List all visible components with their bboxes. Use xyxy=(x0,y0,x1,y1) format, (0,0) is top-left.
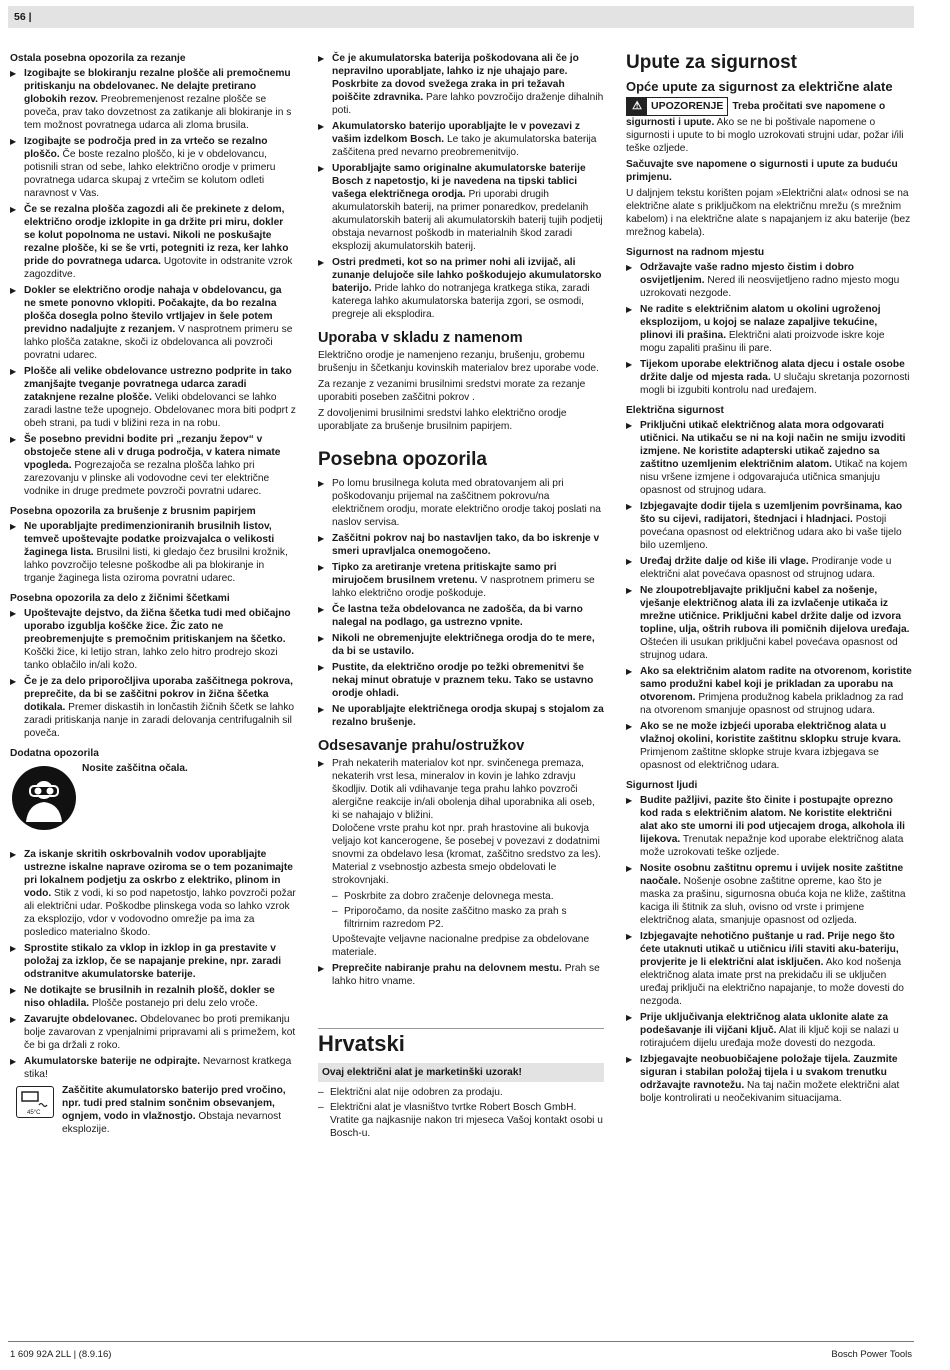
dash-item: – Poskrbite za dobro zračenje delovnega mesta. xyxy=(332,890,604,903)
paragraph: Upoštevajte veljavne nacionalne predpise za obdelovane materiale. xyxy=(332,934,590,958)
section-title: Upute za sigurnost xyxy=(626,52,798,73)
bullet-item: ▶ Izogibajte se področja pred in za vrtečo se rezalno ploščo. Če boste rezalno ploščo, ki je v obdelovancu, potisnili stran od sebe, lahko električno orodje v primeru povratnega udarca skupaj z vrtečim se kolutom odleti naravnost v Vas. xyxy=(10,135,296,200)
section-heading: Posebna opozorila za delo z žičnimi ščetkami xyxy=(10,593,230,604)
bullet-item: ▶ Akumulatorsko baterijo uporabljajte le v povezavi z vašim izdelkom Bosch. Le tako je akumulatorska baterija zaščitena pred nevarno preobremenitvijo. xyxy=(318,120,604,159)
bullet-item: ▶ Pustite, da električno orodje po težki obremenitvi še nekaj minut obratuje v praznem teku. Tako se ustavno orodje ohladi. xyxy=(318,661,604,700)
paragraph: Za rezanje z vezanimi brusilnimi sredstvi morate za rezanje uporabiti poseben zaščitni pokrov . xyxy=(318,379,586,403)
bullet-item: ▶ Održavajte vaše radno mjesto čistim i dobro osvijetljenim. Nered ili neosvijetljeno radno mjesto mogu uzrokovati nezgode. xyxy=(626,261,912,300)
bullet-item: ▶ Izogibajte se blokiranju rezalne plošče ali premočnemu pritiskanju na obdelovanec. Ne delajte pretirano globokih rezov. Preobremenjenost rezalne plošče se poveča, prav tako dovzetnost za zatikanje ali blokiranje in s tem možnost povratnega udarca ali zloma brusila. xyxy=(10,67,296,132)
marketing-sample-banner: Ovaj električni alat je marketinški uzorak! xyxy=(318,1063,604,1082)
bullet-item: ▶ Če je za delo priporočljiva uporaba zaščitnega pokrova, preprečite, da bi se zaščitni pokrov in žična ščetka dotikala. Premer diskastih in lončastih žičnih ščetk se lahko zaradi pritiskanja nanje in zaradi delovanja centrifugalnih sil poveča. xyxy=(10,675,296,740)
bullet-item: ▶ Upoštevajte dejstvo, da žična ščetka tudi med običajno uporabo izgublja koščke žice. Žic zato ne preobremenjujte s premočnim pritiskanjem na ščetko. Koščki žice, ki letijo stran, lahko zelo hitro prodrejo skozi tanko oblačilo in/ali kožo. xyxy=(10,607,296,672)
section-heading: Sigurnost ljudi xyxy=(626,780,698,791)
paragraph: U daljnjem tekstu korišten pojam »Električni alat« odnosi se na električne alate s priključkom na električnu mrežu (s mrežnim kabelom) i na električne alate s napajanjem iz aku baterije (bez mrežnog kabela). xyxy=(626,188,911,238)
bullet-item: ▶ Budite pažljivi, pazite što činite i postupajte oprezno kod rada s električnim alatom. Ne koristite električni alat ako ste umorni ili pod utjecajem droga, alkohola ili lijekova. Trenutak nepažnje kod uporabe električnog alata može uzrokovati teške ozljede. xyxy=(626,794,912,859)
bullet-item: ▶ Tipko za aretiranje vretena pritiskajte samo pri mirujočem brusilnem vretenu. V nasprotnem primeru se lahko električno orodje poškoduje. xyxy=(318,561,604,600)
safety-goggles-icon xyxy=(12,766,76,830)
page-number: 56 | xyxy=(14,11,32,23)
language-title: Hrvatski xyxy=(318,1031,405,1056)
bullet-item: ▶ Uređaj držite dalje od kiše ili vlage. Prodiranje vode u električni alat povećava opasnost od strujnog udara. xyxy=(626,555,912,581)
bullet-item: ▶ Ako sa električnim alatom radite na otvorenom, koristite samo produžni kabel koji je prikladan za uporabu na otvorenom. Primjena produžnog kabela prikladnog za rad na otvorenom smanjuje opasnost od strujnog udara. xyxy=(626,665,912,717)
dash-item: – Električni alat je vlasništvo tvrtke Robert Bosch GmbH. Vratite ga najkasnije nakon tri mjeseca Vašoj kontakt osobi u Bosch-u. xyxy=(318,1101,604,1140)
section-heading: Posebna opozorila za brušenje z brusnim papirjem xyxy=(10,506,256,517)
bullet-item: ▶ Uporabljajte samo originalne akumulatorske baterije Bosch z napetostjo, ki je navedena na tipski tablici vašega električnega orodja. Pri uporabi drugih akumulatorskih baterij, na primer ponaredkov, predelanih akumulatorskih baterij ali akumulatorskih baterij tujih podjetij obstaja nevarnost poškodb in materialnih škod zaradi eksplozij akumulatorskih baterij. xyxy=(318,162,604,253)
paragraph: Z dovoljenimi brusilnimi sredstvi lahko električno orodje uporabljate za brušenje brusilnim papirjem. xyxy=(318,408,567,432)
bullet-item: ▶ Nosite osobnu zaštitnu opremu i uvijek nosite zaštitne naočale. Nošenje osobne zaštitne opreme, kao što je maska za prašinu, sigurnosna obuća koja ne kliže, zaštitna kaciga ili štitnik za sluh, ovisno od vrste i primjene električnog alata, smanjuje opasnost od ozljeda. xyxy=(626,862,912,927)
section-heading: Ostala posebna opozorila za rezanje xyxy=(10,53,186,64)
bullet-item: ▶ Če je akumulatorska baterija poškodovana ali če jo nepravilno uporabljate, lahko iz nje uhajajo pare. Poskrbite za dovod svežega zraka in pri težavah poiščite zdravnika. Pare lahko povzročijo draženje dihalnih poti. xyxy=(318,52,604,117)
bullet-item: ▶ Po lomu brusilnega koluta med obratovanjem ali pri poškodovanju prijemal na zaščitnem pokrovu/na električnem orodju, morate električno orodje takoj poslati na naslov servisa. xyxy=(318,477,604,529)
goggles-notice xyxy=(10,762,296,842)
bullet-item: ▶ Zaščitni pokrov naj bo nastavljen tako, da bo iskrenje v smeri upravljalca onemogočeno. xyxy=(318,532,604,558)
warning-paragraph: ⚠ UPOZORENJE Treba pročitati sve napomene o sigurnosti i upute. Ako se ne bi poštivale napomene o sigurnosti i upute to bi moglo uzrokovati strujni udar, požar i/ili teške ozljede. xyxy=(626,97,912,155)
bullet-item: ▶ Če se rezalna plošča zagozdi ali če prekinete z delom, električno orodje izklopite in ga držite pri miru, dokler se kolut popolnoma ne ustavi. Nikoli ne poskušajte rezalne plošče, ki se še vrti, potegniti iz reza, ker lahko pride do povratnega udarca. Ugotovite in odstranite vzrok zagozditve. xyxy=(10,203,296,281)
bullet-item: ▶ Prah nekaterih materialov kot npr. svinčenega premaza, nekaterih vrst lesa, mineralov in kovin je lahko zdravju škodljiv. Dotik ali vdihavanje tega prahu lahko povzroči alergične reakcije in/ali obolenja dihal uporabnika ali oseb, ki se nahajajo v bližini. Določene vrste prahu kot npr. prah hrastovine ali bukovja veljajo kot kancerogene, še posebej v povezavi z dodatnimi snovmi za obdelavo lesa (kromat, zaščitno sredstvo za les). Material z vsebnostjo azbesta smejo obdelovati le strokovnjaki. xyxy=(318,757,604,887)
section-heading: Električna sigurnost xyxy=(626,405,724,416)
bullet-item: ▶ Ako se ne može izbjeći uporaba električnog alata u vlažnoj okolini, koristite zaštitnu sklopku struje kvara. Primjenom zaštitne sklopke struje kvara izbjegava se opasnost od električnog udara. xyxy=(626,720,912,772)
paragraph: Električno orodje je namenjeno rezanju, brušenju, grobemu brušenju in ščetkanju kovinskih materialov brez uporabe vode. xyxy=(318,350,599,374)
bullet-item: ▶ Ostri predmeti, kot so na primer nohi ali izvijač, ali zunanje delujoče sile lahko poškodujejo akumulatorsko baterijo. Pride lahko do notranjega kratkega stika, zaradi katerega lahko akumulatorska baterija zgori, se osmodi, pregreje ali eksplodira. xyxy=(318,256,604,321)
column-1 xyxy=(10,52,296,1136)
divider xyxy=(318,1028,604,1029)
bullet-item: ▶ Akumulatorske baterije ne odpirajte. Nevarnost kratkega stika! xyxy=(10,1055,296,1081)
bullet-item: ▶ Ne uporabljajte električnega orodja skupaj s stojalom za rezalno brušenje. xyxy=(318,703,604,729)
bullet-item: ▶ Dokler se električno orodje nahaja v obdelovancu, ga ne smete ponovno vklopiti. Počakajte, da bo rezalna plošča dosegla polno število vrtljajev in šele potem previdno nadaljujte z rezanjem. V nasprotnem primeru se lahko plošča zatakne, skoči iz obdelovanca ali povzroči povratni udarec. xyxy=(10,284,296,362)
section-heading: Dodatna opozorila xyxy=(10,748,99,759)
battery-heat-notice: 45°C Zaščitite akumulatorsko baterijo pred vročino, npr. tudi pred stalnim sončnim obsevanjem, ognjem, vodo in vlažnostjo. Obstaja nevarnost eksplozije. xyxy=(10,1084,296,1136)
bullet-item: ▶ Ne uporabljajte predimenzioniranih brusilnih listov, temveč upoštevajte podatke proizvajalca o velikosti žaginega lista. Brusilni listi, ki gledajo čez brusilni krožnik, lahko povzročijo telesne poškodbe ali pa blokiranje in trganje žaginega lista oziroma povratni udarec. xyxy=(10,520,296,585)
bullet-item: ▶ Zavarujte obdelovanec. Obdelovanec bo proti premikanju bolje zavarovan z vpenjalnimi pripravami ali s primežem, kot če bi ga držali z roko. xyxy=(10,1013,296,1052)
bullet-item: ▶ Ne zloupotrebljavajte priključni kabel za nošenje, vješanje električnog alata ili za izvlačenje utikača iz mrežne utičnice. Priključni kabel držite dalje od izvora topline, ulja, oštrih rubova ili pomičnih dijelova uređaja. Oštećen ili usukan priključni kabel povećava opasnost od strujnog udara. xyxy=(626,584,912,662)
bullet-item: ▶ Za iskanje skritih oskrbovalnih vodov uporabljajte ustrezne iskalne naprave oziroma se o tem pozanimajte pri lokalnem podjetju za oskrbo z elektriko, plinom in vodo. Stik z vodi, ki so pod napetostjo, lahko povzroči požar ali električni udar. Poškodbe plinskega voda so lahko vzrok za eksplozijo, vdor v vodovodno omrežje pa ima za posledico materialno škodo. xyxy=(10,848,296,939)
bullet-item: ▶ Izbjegavajte neobuobičajene položaje tijela. Zauzmite siguran i stabilan položaj tijela i u svakom trenutku održavajte ravnotežu. Na taj način možete električni alat bolje kontrolirati u neočekivanim situacijama. xyxy=(626,1053,912,1105)
section-title: Posebna opozorila xyxy=(318,449,487,470)
bullet-item: ▶ Ne dotikajte se brusilnih in rezalnih plošč, dokler se niso ohladila. Plošče postanejo pri delu zelo vroče. xyxy=(10,984,296,1010)
bullet-item: ▶ Ne radite s električnim alatom u okolini ugroženoj eksplozijom, u kojoj se nalaze zapaljive tekućine, plinovi ili prašina. Električni alati proizvode iskre koje mogu zapaliti prašinu ili pare. xyxy=(626,303,912,355)
column-2 xyxy=(318,52,604,1142)
bullet-item: ▶ Še posebno previdni bodite pri „rezanju žepov“ v obstoječe stene ali v druga področja, v katera nimate vpogleda. Pogrezajoča se rezalna plošča lahko pri zarezovanju v plinske ali vodovodne cevi ter električne vodnike in druge predmete povzroči povratni udarec. xyxy=(10,433,296,498)
warning-triangle-icon: ⚠ xyxy=(627,98,647,115)
section-heading: Sigurnost na radnom mjestu xyxy=(626,247,765,258)
bullet-item: ▶ Nikoli ne obremenjujte električnega orodja do te mere, da bi se ustavilo. xyxy=(318,632,604,658)
bullet-item: ▶ Priključni utikač električnog alata mora odgovarati utičnici. Na utikaču se ni na koji način ne smiju izvoditi izmjene. Ne koristite adapterski utikač zajedno sa zaštitno uzemljenim električnim alatom. Utikač na kojem nisu vršene izmjene i odgovarajuća utičnica smanjuju opasnost od strujnog udara. xyxy=(626,419,912,497)
warning-label: ⚠ UPOZORENJE xyxy=(626,97,728,116)
footer-divider xyxy=(8,1341,914,1342)
bullet-item: ▶ Sprostite stikalo za vklop in izklop in ga prestavite v položaj za izklop, če se napajanje prekine, npr. zaradi odstranitve akumulatorske baterije. xyxy=(10,942,296,981)
paragraph: Sačuvajte sve napomene o sigurnosti i upute za buduću primjenu. xyxy=(626,159,898,183)
svg-text:45°C: 45°C xyxy=(27,1110,41,1116)
bullet-item: ▶ Prije uključivanja električnog alata uklonite alate za podešavanje ili vijčani ključ. Alat ili ključ koji se nalazi u rotirajućem dijelu uređaja može dovesti do nezgoda. xyxy=(626,1011,912,1050)
section-heading: Odsesavanje prahu/ostružkov xyxy=(318,738,525,754)
bullet-item: ▶ Preprečite nabiranje prahu na delovnem mestu. Prah se lahko hitro vname. xyxy=(318,962,604,988)
bullet-item: ▶ Če lastna teža obdelovanca ne zadošča, da bi varno nalegal na podlago, ga ustrezno vpnite. xyxy=(318,603,604,629)
battery-heat-icon xyxy=(16,1086,54,1118)
dash-item: – Priporočamo, da nosite zaščitno masko za prah s filtrirnim razredom P2. xyxy=(332,905,604,931)
page-header-bar xyxy=(8,6,914,28)
section-heading: Uporaba v skladu z namenom xyxy=(318,330,523,346)
footer-brand: Bosch Power Tools xyxy=(831,1349,912,1360)
dash-item: – Električni alat nije odobren za prodaju. xyxy=(318,1086,604,1099)
column-3 xyxy=(626,52,912,1108)
goggles-text: Nosite zaščitna očala. xyxy=(82,763,188,774)
bullet-item: ▶ Izbjegavajte nehotično puštanje u rad. Prije nego što ćete utaknuti utikač u utičnicu i/ili staviti aku-bateriju, provjerite je li električni alat isključen. Ako kod nošenja električnog alata imate prst na prekidaču ili se uključen uređaj priključi na električno napajanje, to može dovesti do nezgoda. xyxy=(626,930,912,1008)
bullet-item: ▶ Tijekom uporabe električnog alata djecu i ostale osobe držite dalje od mjesta rada. U slučaju skretanja pozornosti mogli bi izgubiti kontrolu nad uređajem. xyxy=(626,358,912,397)
bullet-item: ▶ Izbjegavajte dodir tijela s uzemljenim površinama, kao što su cijevi, radijatori, štednjaci i hladnjaci. Postoji povećana opasnost od električnog udara ako bi vaše tijelo bilo uzemljeno. xyxy=(626,500,912,552)
section-heading: Opće upute za sigurnost za električne alate xyxy=(626,79,893,94)
bullet-item: ▶ Plošče ali velike obdelovance ustrezno podprite in tako zmanjšajte tveganje povratnega udarca zaradi zataknjene rezalne plošče. Veliki obdelovanci se lahko zaradi lastne teže upognejo. Obdelovanec mora biti podprt z obeh strani, pa tudi v bližini reza in na robu. xyxy=(10,365,296,430)
footer-doc-id: 1 609 92A 2LL | (8.9.16) xyxy=(10,1349,112,1360)
